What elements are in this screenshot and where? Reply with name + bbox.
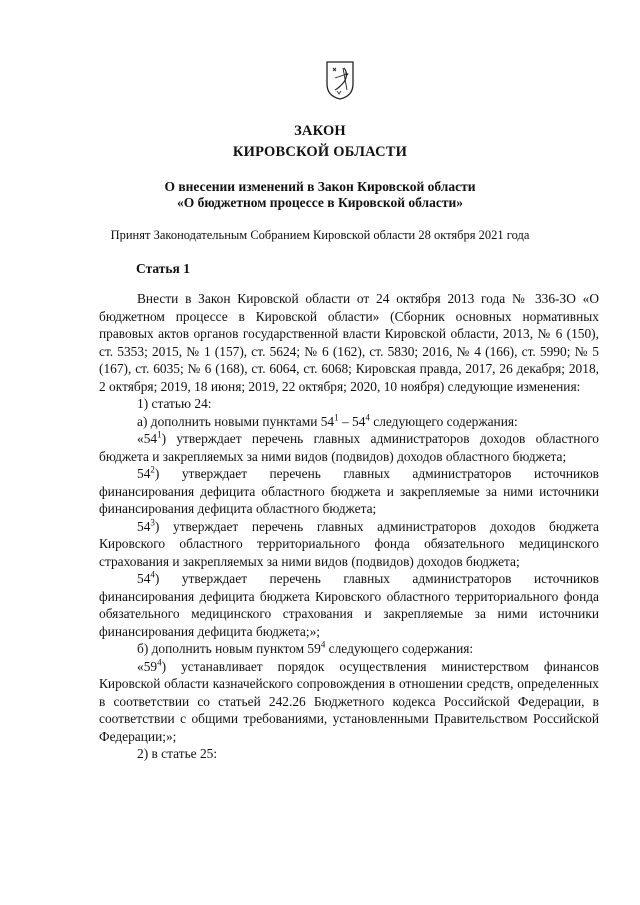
article-heading: Статья 1 [136,261,190,276]
coat-of-arms-emblem [325,60,355,100]
point-54-3: $54^3$) утверждает перечень главных администраторов доходов бюджета Кировского областного территориального фонда обязательного медицинского страхования и закрепляемых за ними видов (подвидов) доходов бюджета; [99,517,599,569]
article-body [99,290,599,763]
intro-paragraph: Внести в Закон Кировской области от 24 октября 2013 года № 336-ЗО «О бюджетном процессе в Кировской области» (Сборник основных нормативных правовых актов органов государственной власти Кировской области, 2013, № 6 (150), ст. 5353; 2015, № 1 (157), ст. 5624; № 6 (162), ст. 5830; 2016, № 4 (166), ст. 5990; № 5 (167), ст. 6035; № 6 (168), ст. 6064, ст. 6068; Кировская правда, 2017, 26 декабря; 2018, 2 октября; 2019, 18 июня; 2019, 22 октября; 2020, 10 ноября) следующие изменения: [99,291,599,394]
law-title: ЗАКОН [294,123,346,139]
point-54-1: «$54^1$) утверждает перечень главных администраторов доходов областного бюджета и закрепляемых за ними видов (подвидов) доходов областного бюджета; [99,429,599,464]
point-54-2: $54^2$) утверждает перечень главных администраторов источников финансирования дефицита областного бюджета и закрепляемые за ними источники финансирования дефицита областного бюджета; [99,464,599,516]
law-subject-line1: О внесении изменений в Закон Кировской области [164,179,476,194]
region-title: КИРОВСКОЙ ОБЛАСТИ [232,144,408,160]
adoption-note: Принят Законодательным Собранием Кировской области 28 октября 2021 года [110,228,530,242]
item-1b: б) дополнить новым пунктом $59^4$ следующего содержания: [137,639,474,656]
point-59-4: «$59^4$) устанавливает порядок осуществления министерством финансов Кировской области казначейского сопровождения в отношении средств, определенных в соответствии со статьей 242.26 Бюджетного кодекса Российской Федерации, в соответствии с общими требованиями, установленными Правительством Российской Федерации;»; [99,657,599,744]
point-54-4: $54^4$) утверждает перечень главных администраторов источников финансирования дефицита бюджета Кировского областного территориального фонда обязательного медицинского страхования и закрепляемые за ними источники финансирования дефицита бюджета;»; [99,569,599,639]
law-subject-line2: «О бюджетном процессе в Кировской области» [176,195,464,210]
item-1a: а) дополнить новыми пунктами $54^1 - 54^4$ следующего содержания: [137,412,518,429]
item-2: 2) в статье 25: [137,746,218,761]
item-1: 1) статью 24: [137,396,212,411]
